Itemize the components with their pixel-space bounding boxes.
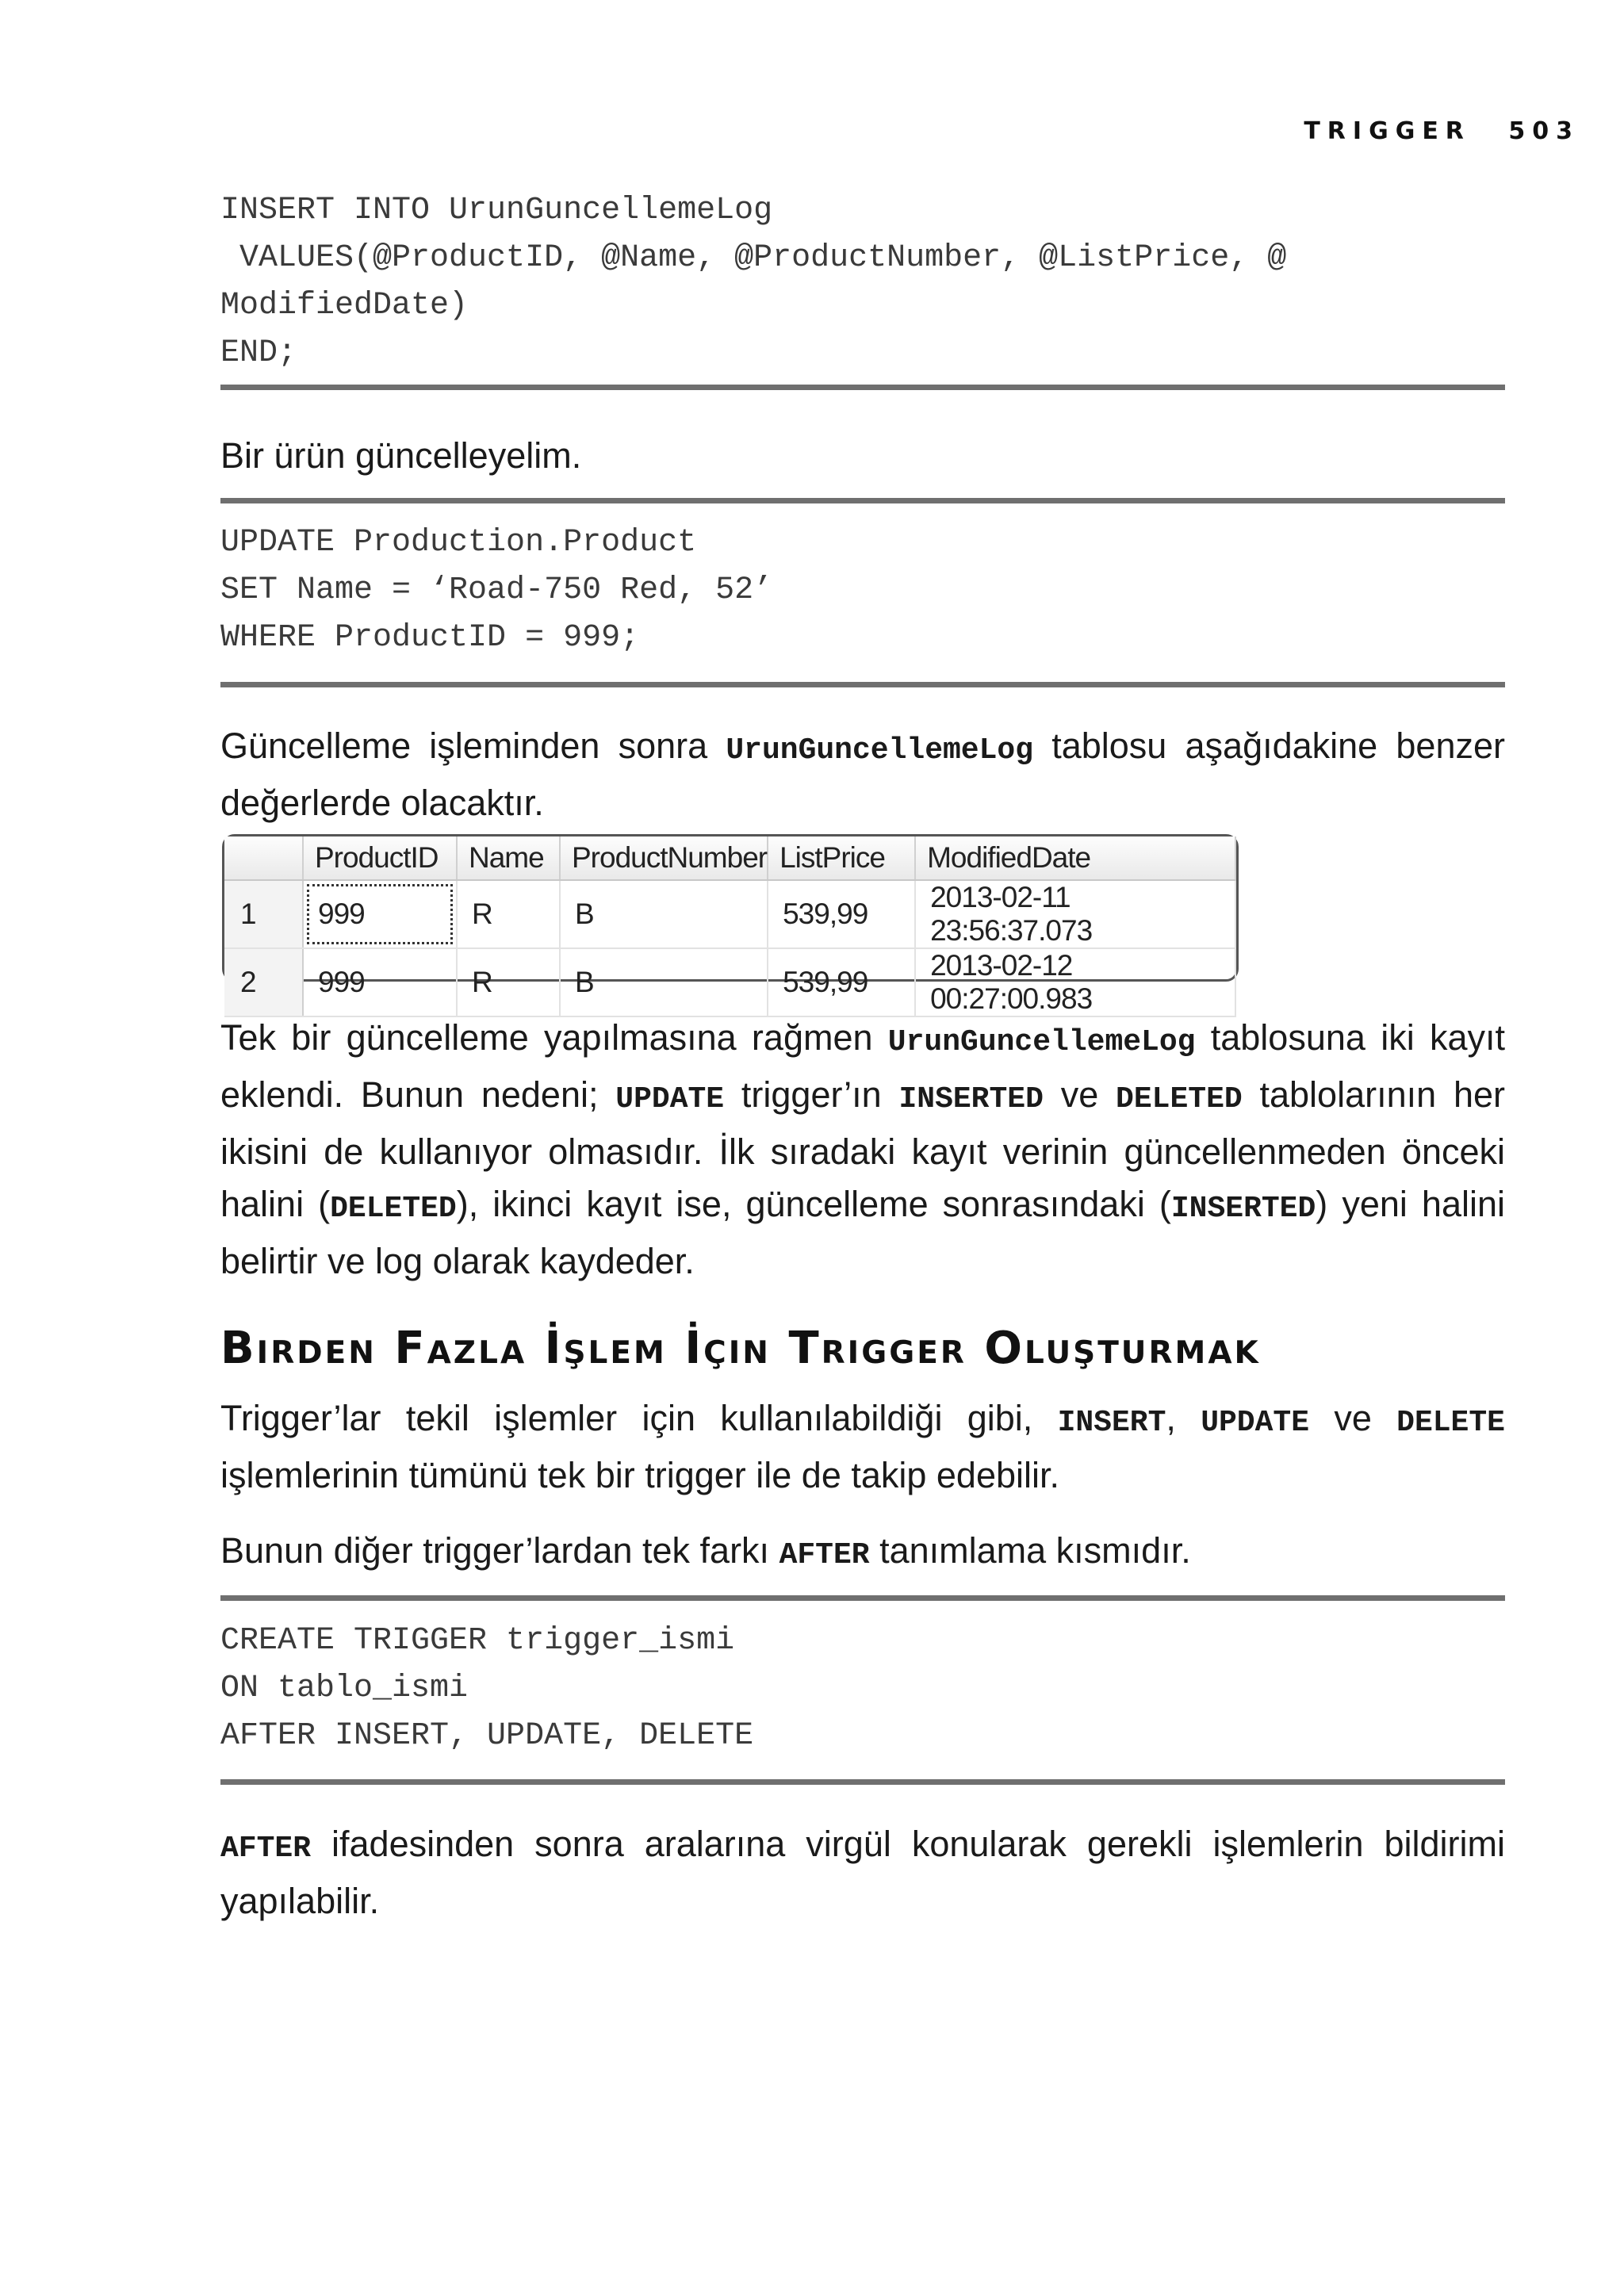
running-header bbox=[1304, 117, 1580, 145]
header-section-title: TRIGGER bbox=[1304, 117, 1471, 145]
inline-code: DELETED bbox=[330, 1192, 457, 1226]
inline-code: UPDATE bbox=[1201, 1406, 1310, 1440]
inline-code: AFTER bbox=[779, 1538, 870, 1572]
divider bbox=[220, 1779, 1505, 1785]
code-block-create-trigger bbox=[220, 1617, 1505, 1760]
paragraph-explanation: Tek bir güncelleme yapılmasına rağmen UrunGuncellemeLog tablosuna iki kayıt eklendi. Bunun nedeni; UPDATE trigger’ın INSERTED ve DELETED tablolarının her ikisini de kullanıyor olmasıdır. İlk sıradaki kayıt verinin güncellenmeden önceki halini (DELETED), ikinci kayıt ise, güncelleme sonrasındaki (INSERTED) yeni halini belirtir ve log olarak kaydeder. bbox=[220, 1017, 1506, 1281]
paragraph-intro-update: Bir ürün güncelleyelim. bbox=[220, 435, 582, 476]
table-row[interactable] bbox=[224, 880, 1235, 948]
code-block-insert bbox=[220, 187, 1505, 377]
table-row[interactable] bbox=[224, 948, 1235, 1016]
divider bbox=[220, 498, 1505, 503]
code-create-trigger: CREATE TRIGGER trigger_ismi ON tablo_ismi AFTER INSERT, UPDATE, DELETE bbox=[220, 1623, 754, 1754]
cell-modifieddate[interactable]: 2013-02-11 23:56:37.073 bbox=[915, 880, 1235, 948]
divider bbox=[220, 385, 1505, 390]
cell-productnumber[interactable]: B bbox=[560, 880, 768, 948]
section-heading: Birden Fazla İşlem İçin Trigger Oluşturmak bbox=[220, 1323, 1261, 1374]
code-insert-log: INSERT INTO UrunGuncellemeLog VALUES(@ProductID, @Name, @ProductNumber, @ListPrice, @ ModifiedDate) END; bbox=[220, 193, 1287, 371]
cell-name[interactable]: R bbox=[457, 948, 560, 1016]
inline-code: INSERTED bbox=[1170, 1192, 1316, 1226]
page-number: 503 bbox=[1508, 117, 1580, 145]
column-header-modifieddate[interactable]: ModifiedDate bbox=[915, 836, 1235, 880]
column-header-listprice[interactable]: ListPrice bbox=[768, 836, 915, 880]
cell-modifieddate[interactable]: 2013-02-12 00:27:00.983 bbox=[915, 948, 1235, 1016]
paragraph-after-keyword: AFTER ifadesinden sonra aralarına virgül konularak gerekli işlemlerin bildirimi yapılabilir. bbox=[220, 1824, 1505, 1921]
inline-code: AFTER bbox=[220, 1832, 312, 1866]
grid-header-row bbox=[224, 836, 1235, 880]
cell-productnumber[interactable]: B bbox=[560, 948, 768, 1016]
row-number: 2 bbox=[224, 948, 303, 1016]
inline-code: UrunGuncellemeLog bbox=[726, 733, 1034, 768]
code-update-product: UPDATE Production.Product SET Name = ‘Road-750 Red, 52’ WHERE ProductID = 999; bbox=[220, 525, 773, 656]
code-block-update bbox=[220, 519, 1505, 662]
result-grid bbox=[222, 834, 1239, 1015]
inline-code: INSERTED bbox=[898, 1082, 1044, 1116]
divider bbox=[220, 1595, 1505, 1601]
column-header-productid[interactable]: ProductID bbox=[303, 836, 457, 880]
cell-productid[interactable]: 999 bbox=[303, 880, 457, 948]
cell-listprice[interactable]: 539,99 bbox=[768, 948, 915, 1016]
inline-code: UPDATE bbox=[615, 1082, 725, 1116]
inline-code: UrunGuncellemeLog bbox=[887, 1025, 1196, 1059]
grid-corner bbox=[224, 836, 303, 880]
column-header-name[interactable]: Name bbox=[457, 836, 560, 880]
inline-code: DELETED bbox=[1116, 1082, 1243, 1116]
cell-name[interactable]: R bbox=[457, 880, 560, 948]
column-header-productnumber[interactable]: ProductNumber bbox=[560, 836, 768, 880]
cell-listprice[interactable]: 539,99 bbox=[768, 880, 915, 948]
inline-code: DELETE bbox=[1396, 1406, 1505, 1440]
paragraph-after-update: Güncelleme işleminden sonra UrunGuncellemeLog tablosu aşağıdakine benzer değerlerde olacaktır. bbox=[220, 725, 1505, 823]
cell-productid[interactable]: 999 bbox=[303, 948, 457, 1016]
row-number: 1 bbox=[224, 880, 303, 948]
inline-code: INSERT bbox=[1057, 1406, 1166, 1440]
divider bbox=[220, 682, 1505, 687]
paragraph-multi-operation: Trigger’lar tekil işlemler için kullanılabildiği gibi, INSERT, UPDATE ve DELETE işlemlerinin tümünü tek bir trigger ile de takip edebilir. bbox=[220, 1398, 1505, 1495]
paragraph-after-difference: Bunun diğer trigger’lardan tek farkı AFTER tanımlama kısmıdır. bbox=[220, 1530, 1191, 1572]
